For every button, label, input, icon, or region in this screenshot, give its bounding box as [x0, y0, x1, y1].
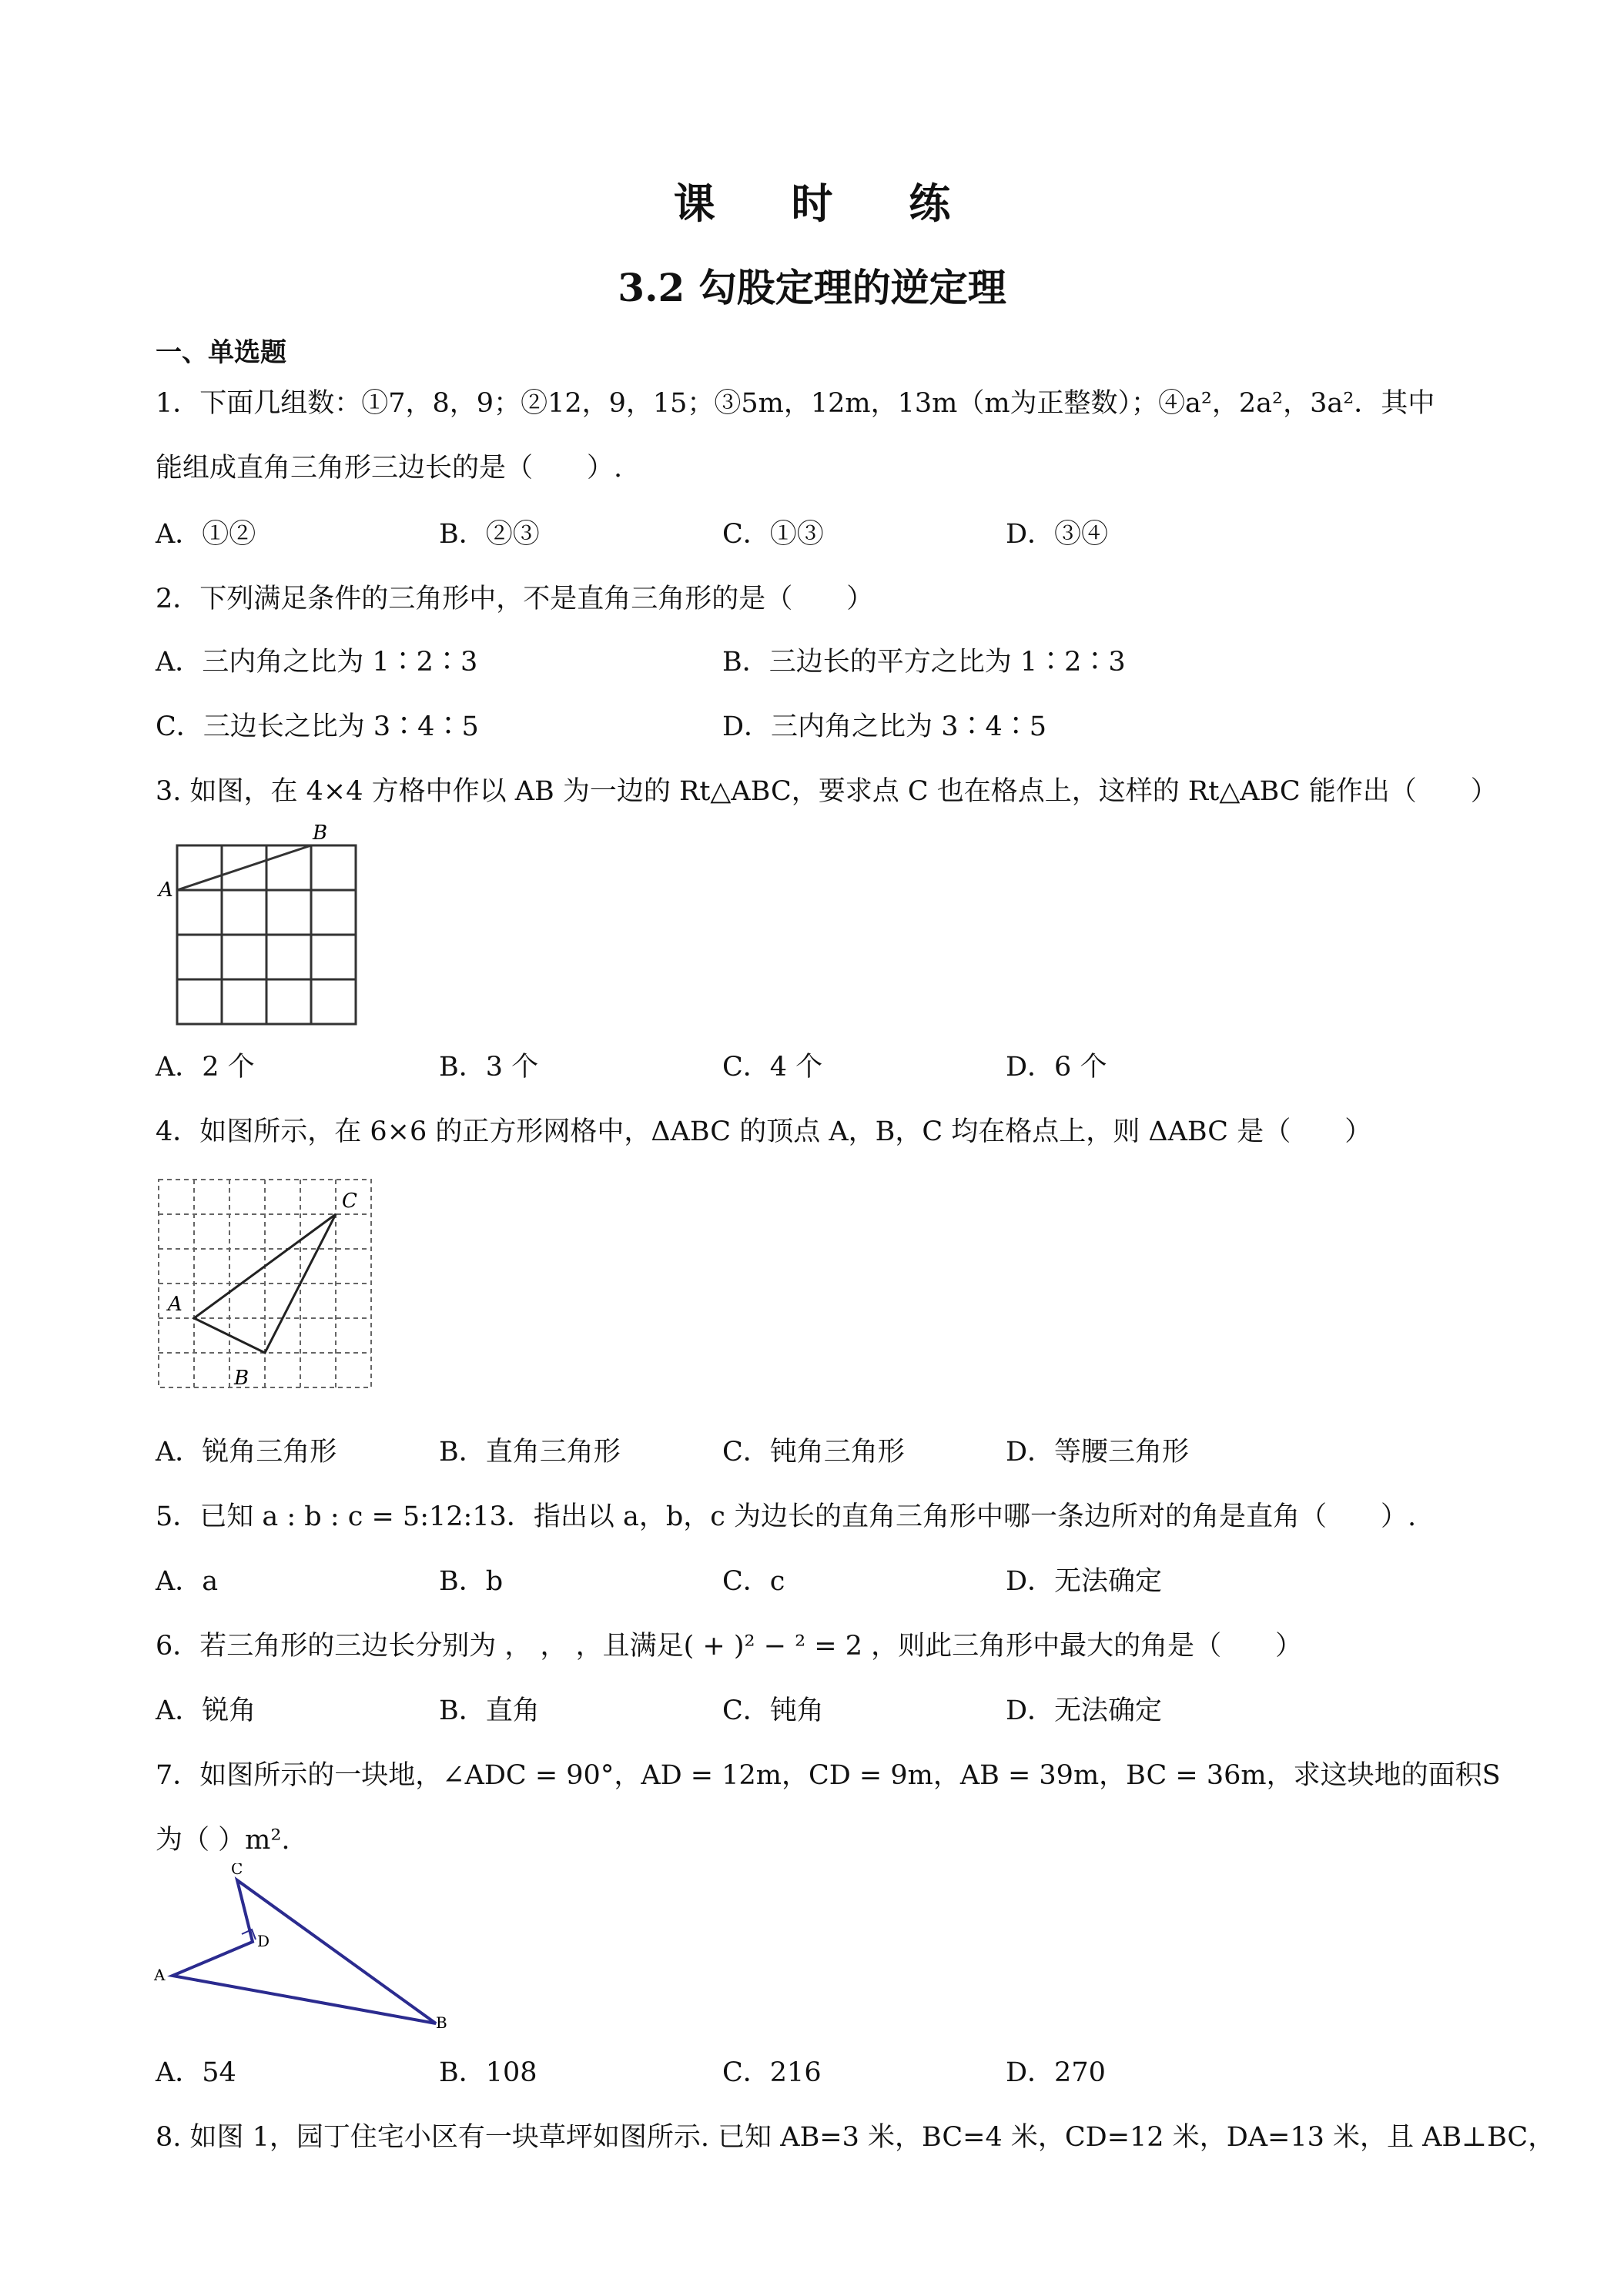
question-8-line-1: 8. 如图 1，园丁住宅小区有一块草坪如图所示. 已知 AB=3 米，BC=4 米，CD=12 米，DA=13 米，且 AB⊥BC， — [156, 2122, 1555, 2153]
question-3-grid-figure — [154, 816, 370, 1032]
question-4-option-c: C．钝角三角形 — [722, 1437, 905, 1468]
question-7-quadrilateral-figure — [151, 1863, 459, 2033]
question-1-option-a: A．①② — [156, 519, 256, 550]
question-7-option-a: A．54 — [156, 2057, 236, 2088]
fig3-label-a: A — [159, 879, 173, 902]
question-1-line-2: 能组成直角三角形三边长的是（ ）. — [156, 453, 623, 484]
question-3-line-1: 3. 如图，在 4×4 方格中作以 AB 为一边的 Rt△ABC，要求点 C 也在格点上，这样的 Rt△ABC 能作出（ ） — [156, 776, 1498, 807]
question-2-option-b: B．三边长的平方之比为 1∶2∶3 — [722, 647, 1126, 678]
fig7-label-b: B — [436, 2013, 447, 2032]
fig4-label-c: C — [342, 1190, 357, 1213]
question-7-line-2: 为（ ）m². — [156, 1825, 290, 1856]
fig7-label-c: C — [231, 1863, 243, 1878]
fig4-label-a: A — [168, 1293, 182, 1316]
fig7-label-a: A — [154, 1966, 166, 1984]
question-4-option-a: A．锐角三角形 — [156, 1437, 337, 1468]
question-5-option-d: D．无法确定 — [1006, 1566, 1163, 1597]
question-3-option-d: D．6 个 — [1006, 1052, 1107, 1083]
question-4-grid-figure — [151, 1170, 382, 1394]
question-3-option-a: A．2 个 — [156, 1052, 255, 1083]
question-1-option-b: B．②③ — [439, 519, 540, 550]
question-7-line-1: 7．如图所示的一块地，∠ADC = 90°，AD = 12m，CD = 9m，AB = 39m，BC = 36m，求这块地的面积S — [156, 1760, 1501, 1791]
question-6-option-a: A．锐角 — [156, 1695, 256, 1726]
question-1-line-1: 1．下面几组数：①7，8，9；②12，9，15；③5m，12m，13m（m为正整数）；④a²，2a²，3a²．其中 — [156, 388, 1435, 419]
question-7-option-d: D．270 — [1006, 2057, 1106, 2088]
lesson-subtitle: 3.2 勾股定理的逆定理 — [618, 265, 1006, 310]
fig3-label-b: B — [313, 822, 328, 845]
question-4-option-b: B．直角三角形 — [439, 1437, 621, 1468]
question-6-option-c: C．钝角 — [722, 1695, 824, 1726]
question-1-option-c: C．①③ — [722, 519, 824, 550]
question-6-line-1: 6．若三角形的三边长分别为 ， ， ，且满足( + )² − ² = 2 ，则此三角形中最大的角是（ ） — [156, 1631, 1303, 1662]
question-3-option-b: B．3 个 — [439, 1052, 539, 1083]
question-2-option-c: C．三边长之比为 3∶4∶5 — [156, 711, 479, 742]
question-4-line-1: 4．如图所示，在 6×6 的正方形网格中，ΔABC 的顶点 A，B，C 均在格点上，则 ΔABC 是（ ） — [156, 1116, 1372, 1147]
question-2-option-a: A．三内角之比为 1∶2∶3 — [156, 647, 478, 678]
page-title: 课 时 练 — [673, 179, 982, 228]
fig4-label-b: B — [234, 1367, 249, 1390]
question-6-option-b: B．直角 — [439, 1695, 540, 1726]
section-heading: 一、单选题 — [156, 337, 286, 368]
question-7-option-b: B．108 — [439, 2057, 537, 2088]
question-2-line-1: 2．下列满足条件的三角形中，不是直角三角形的是（ ） — [156, 584, 874, 614]
question-5-option-c: C．c — [722, 1566, 785, 1597]
question-5-line-1: 5．已知 a : b : c = 5:12:13．指出以 a，b，c 为边长的直角三角形中哪一条边所对的角是直角（ ）. — [156, 1501, 1417, 1532]
question-1-option-d: D．③④ — [1006, 519, 1109, 550]
question-2-option-d: D．三内角之比为 3∶4∶5 — [722, 711, 1046, 742]
fig7-label-d: D — [257, 1932, 270, 1950]
question-7-option-c: C．216 — [722, 2057, 822, 2088]
question-3-option-c: C．4 个 — [722, 1052, 823, 1083]
question-5-option-a: A．a — [156, 1566, 219, 1597]
question-4-option-d: D．等腰三角形 — [1006, 1437, 1190, 1468]
question-5-option-b: B．b — [439, 1566, 504, 1597]
question-6-option-d: D．无法确定 — [1006, 1695, 1163, 1726]
